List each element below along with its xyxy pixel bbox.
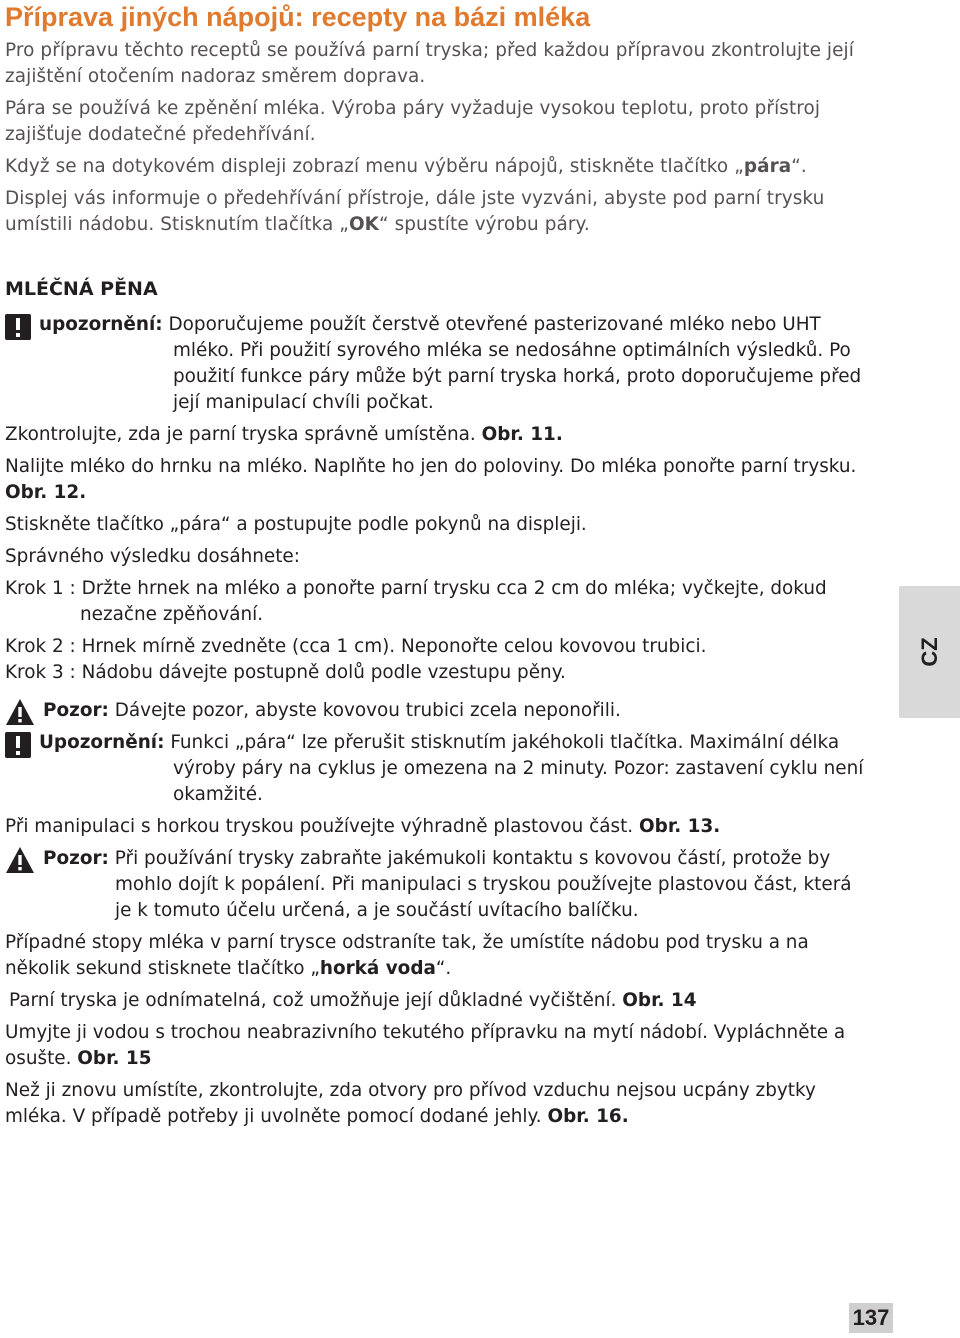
warning-label: Upozornění: [39,732,165,753]
warning-triangle-icon [5,698,35,726]
paragraph: Stiskněte tlačítko „pára“ a postupujte podle pokynů na displeji. [5,514,587,535]
exclamation-square-icon [5,732,31,758]
main-content [5,38,873,1136]
paragraph: Než ji znovu umístíte, zkontrolujte, zda otvory pro přívod vzduchu nejsou ucpány zbytky mléka. V případě potřeby ji uvolněte pomocí dodané jehly. Obr. 16. [5,1080,816,1127]
page-number: 137 [849,1303,893,1333]
page-title: Příprava jiných nápojů: recepty na bázi mléka [5,2,591,32]
paragraph: Správného výsledku dosáhnete: [5,546,300,567]
caution-note: Pozor: Dávejte pozor, abyste kovovou trubici zcela neponořili. [5,698,873,724]
exclamation-square-icon [5,314,31,340]
warning-triangle-icon [5,846,35,874]
warning-label: upozornění: [39,314,163,335]
section-heading: MLÉČNÁ PĚNA [5,278,158,300]
paragraph: Nalijte mléko do hrnku na mléko. Naplňte ho jen do poloviny. Do mléka ponořte parní trysku. Obr. 12. [5,456,857,503]
step-item: Krok 2 : Hrnek mírně zvedněte (cca 1 cm). Neponořte celou kovovou trubici. [5,636,707,657]
intro-paragraph: Když se na dotykovém displeji zobrazí menu výběru nápojů, stiskněte tlačítko „pára“. [5,156,807,177]
language-tab [899,586,960,718]
intro-paragraph: Pro přípravu těchto receptů se používá parní tryska; před každou přípravou zkontrolujte její zajištění otočením nadoraz směrem doprava. [5,40,854,87]
step-item: Krok 3 : Nádobu dávejte postupně dolů podle vzestupu pěny. [5,662,566,683]
paragraph: Parní tryska je odnímatelná, což umožňuje její důkladné vyčištění. Obr. 14 [9,990,697,1011]
intro-paragraph: Displej vás informuje o předehřívání přístroje, dále jste vyzváni, abyste pod parní trysku umístili nádobu. Stisknutím tlačítka „OK“ spustíte výrobu páry. [5,188,825,235]
warning-note: upozornění: Doporučujeme použít čerstvě otevřené pasterizované mléko nebo UHT mléko. Při použití syrového mléka se nedosáhne optimálních výsledků. Po použití funkce páry může být parní tryska horká, proto doporučujeme před její manipulací chvíli počkat. [5,312,873,416]
step-item: Krok 1 : Držte hrnek na mléko a ponořte parní trysku cca 2 cm do mléka; vyčkejte, dokud nezačne zpěňování. [5,578,827,625]
language-code: CZ [916,637,942,667]
paragraph: Umyjte ji vodou s trochou neabrazivního tekutého přípravku na mytí nádobí. Vypláchněte a osušte. Obr. 15 [5,1022,846,1069]
caution-label: Pozor: [43,700,109,721]
paragraph: Zkontrolujte, zda je parní tryska správně umístěna. Obr. 11. [5,424,563,445]
caution-note: Pozor: Při používání trysky zabraňte jakémukoli kontaktu s kovovou částí, protože by mohlo dojít k popálení. Při manipulaci s tryskou používejte plastovou část, která je k tomuto účelu určená, a je součástí uvítacího balíčku. [5,846,873,924]
warning-note: Upozornění: Funkci „pára“ lze přerušit stisknutím jakéhokoli tlačítka. Maximální délka výroby páry na cyklus je omezena na 2 minuty. Pozor: zastavení cyklu není okamžité. [5,730,873,808]
intro-paragraph: Pára se používá ke zpěnění mléka. Výroba páry vyžaduje vysokou teplotu, proto přístroj zajišťuje dodatečné předehřívání. [5,98,821,145]
caution-label: Pozor: [43,848,109,869]
paragraph: Případné stopy mléka v parní trysce odstraníte tak, že umístíte nádobu pod trysku a na několik sekund stisknete tlačítko „horká voda“. [5,932,809,979]
paragraph: Při manipulaci s horkou tryskou používejte výhradně plastovou část. Obr. 13. [5,816,721,837]
